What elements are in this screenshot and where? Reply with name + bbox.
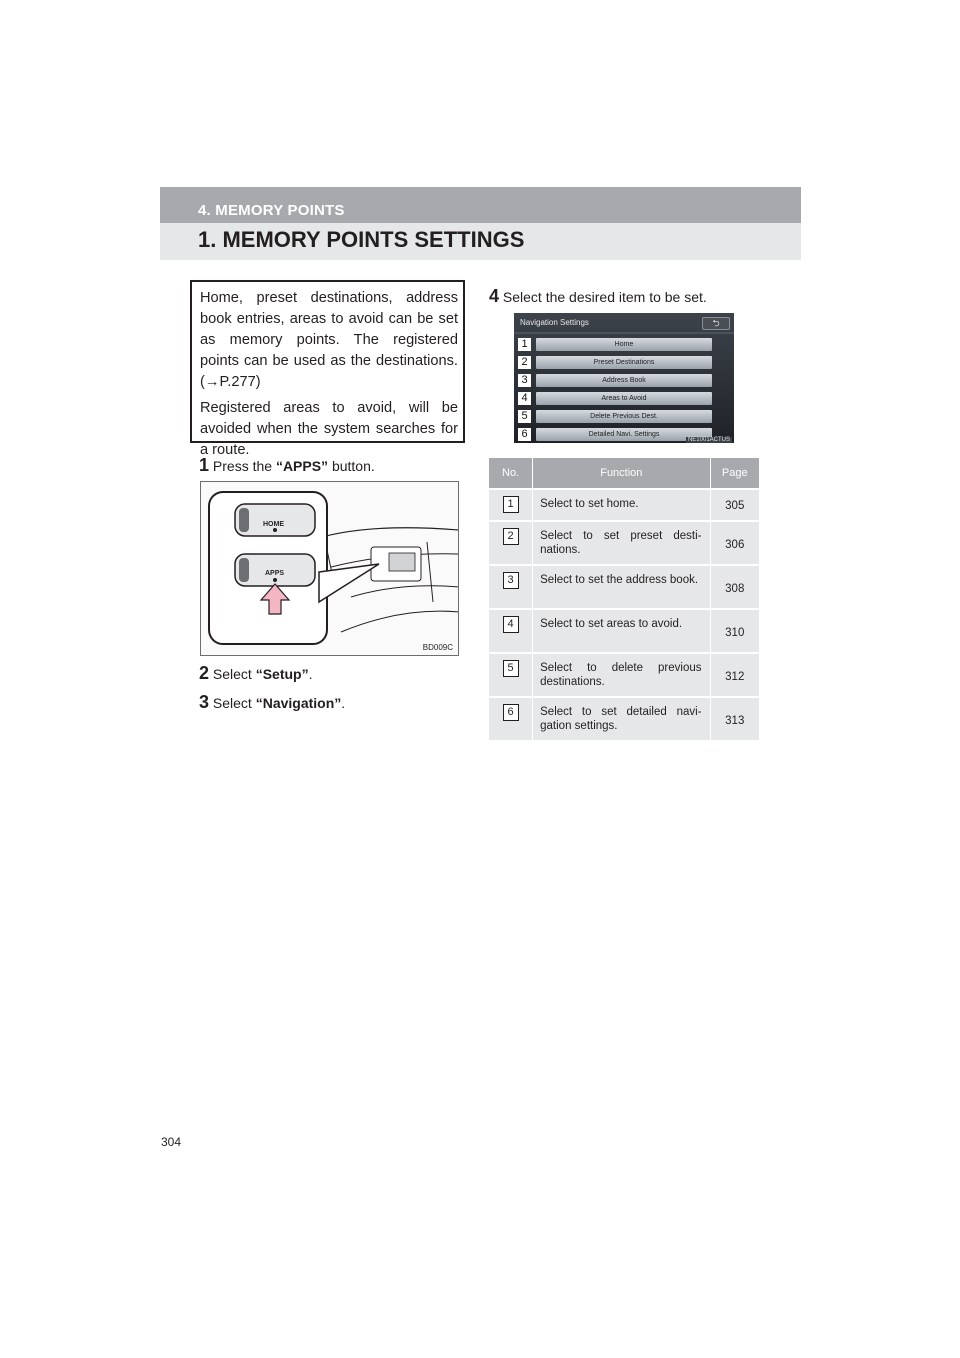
intro-box xyxy=(190,280,465,458)
step-text: button. xyxy=(328,458,375,474)
dashboard-illustration xyxy=(201,482,459,656)
step-3 xyxy=(199,692,345,713)
row-page: 306 xyxy=(711,520,760,564)
step-1 xyxy=(199,455,375,476)
step-text: . xyxy=(341,695,346,711)
step-text: Press the xyxy=(212,458,276,474)
intro-paragraph-1: Home, preset destinations, address book entries, areas to avoid can be set as memory points. The registered points can be used as the destinations. (→P.277) xyxy=(200,290,458,390)
delete-previous-dest-button: Delete Previous Dest. xyxy=(536,410,712,423)
home-button: Home xyxy=(536,338,712,351)
step-4 xyxy=(489,286,707,307)
step-text: Select the desired item to be set. xyxy=(502,289,707,305)
row-number: 3 xyxy=(503,572,519,589)
step-keyword: “Navigation” xyxy=(255,695,342,711)
row-number: 4 xyxy=(503,616,519,633)
page-title: 1. MEMORY POINTS SETTINGS xyxy=(198,227,525,252)
row-function: Select to delete previous destinations. xyxy=(533,652,710,696)
screen-title: Navigation Settings xyxy=(520,318,589,327)
preset-destinations-button: Preset Destinations xyxy=(536,356,712,369)
row-page: 312 xyxy=(711,652,760,696)
row-number: 1 xyxy=(503,496,519,513)
step-keyword: “APPS” xyxy=(275,458,329,474)
row-page: 310 xyxy=(711,608,760,652)
home-button-label: HOME xyxy=(263,521,284,528)
callout-number: 4 xyxy=(518,392,531,405)
header-no: No. xyxy=(489,458,533,488)
callout-number: 6 xyxy=(518,428,531,441)
step-text: . xyxy=(308,666,313,682)
intro-paragraph-2: Registered areas to avoid, will be avoided when the system searches for a route. xyxy=(200,400,458,458)
row-function: Select to set the address book. xyxy=(533,564,710,608)
table-row xyxy=(489,696,759,740)
step-keyword: “Setup” xyxy=(255,666,309,682)
section-title: 4. MEMORY POINTS xyxy=(198,202,345,219)
areas-to-avoid-button: Areas to Avoid xyxy=(536,392,712,405)
function-table xyxy=(489,458,759,740)
navigation-settings-screenshot xyxy=(514,313,734,443)
row-function: Select to set preset desti-nations. xyxy=(533,520,710,564)
callout-number: 2 xyxy=(518,356,531,369)
table-row xyxy=(489,520,759,564)
callout-number: 1 xyxy=(518,338,531,351)
row-page: 305 xyxy=(711,488,760,520)
row-function: Select to set areas to avoid. xyxy=(533,608,710,652)
header-page: Page xyxy=(711,458,760,488)
row-function: Select to set home. xyxy=(533,488,710,520)
callout-number: 3 xyxy=(518,374,531,387)
step-text: Select xyxy=(212,695,256,711)
table-row xyxy=(489,488,759,520)
page-title-band xyxy=(160,223,801,260)
step-number: 1 xyxy=(199,455,210,475)
table-row xyxy=(489,608,759,652)
page-number: 304 xyxy=(161,1135,182,1149)
figure-code: BD009C xyxy=(422,643,453,652)
header-function: Function xyxy=(533,458,710,488)
table-row xyxy=(489,564,759,608)
back-icon: ⮌ xyxy=(702,317,730,330)
detailed-navi-settings-button: Detailed Navi. Settings xyxy=(536,428,712,441)
step-number: 3 xyxy=(199,692,210,712)
step-number: 2 xyxy=(199,663,210,683)
row-number: 5 xyxy=(503,660,519,677)
row-number: 2 xyxy=(503,528,519,545)
table-header-row xyxy=(489,458,759,488)
section-header xyxy=(160,187,801,223)
row-number: 6 xyxy=(503,704,519,721)
screenshot-code: NE1001ACTUS xyxy=(687,437,730,443)
address-book-button: Address Book xyxy=(536,374,712,387)
step-text: Select xyxy=(212,666,256,682)
row-page: 313 xyxy=(711,696,760,740)
step-2 xyxy=(199,663,313,684)
row-page: 308 xyxy=(711,564,760,608)
callout-number: 5 xyxy=(518,410,531,423)
apps-button-label: APPS xyxy=(265,570,285,577)
table-row xyxy=(489,652,759,696)
apps-button-figure xyxy=(200,481,459,656)
step-number: 4 xyxy=(489,286,500,306)
row-function: Select to set detailed navi-gation settings. xyxy=(533,696,710,740)
